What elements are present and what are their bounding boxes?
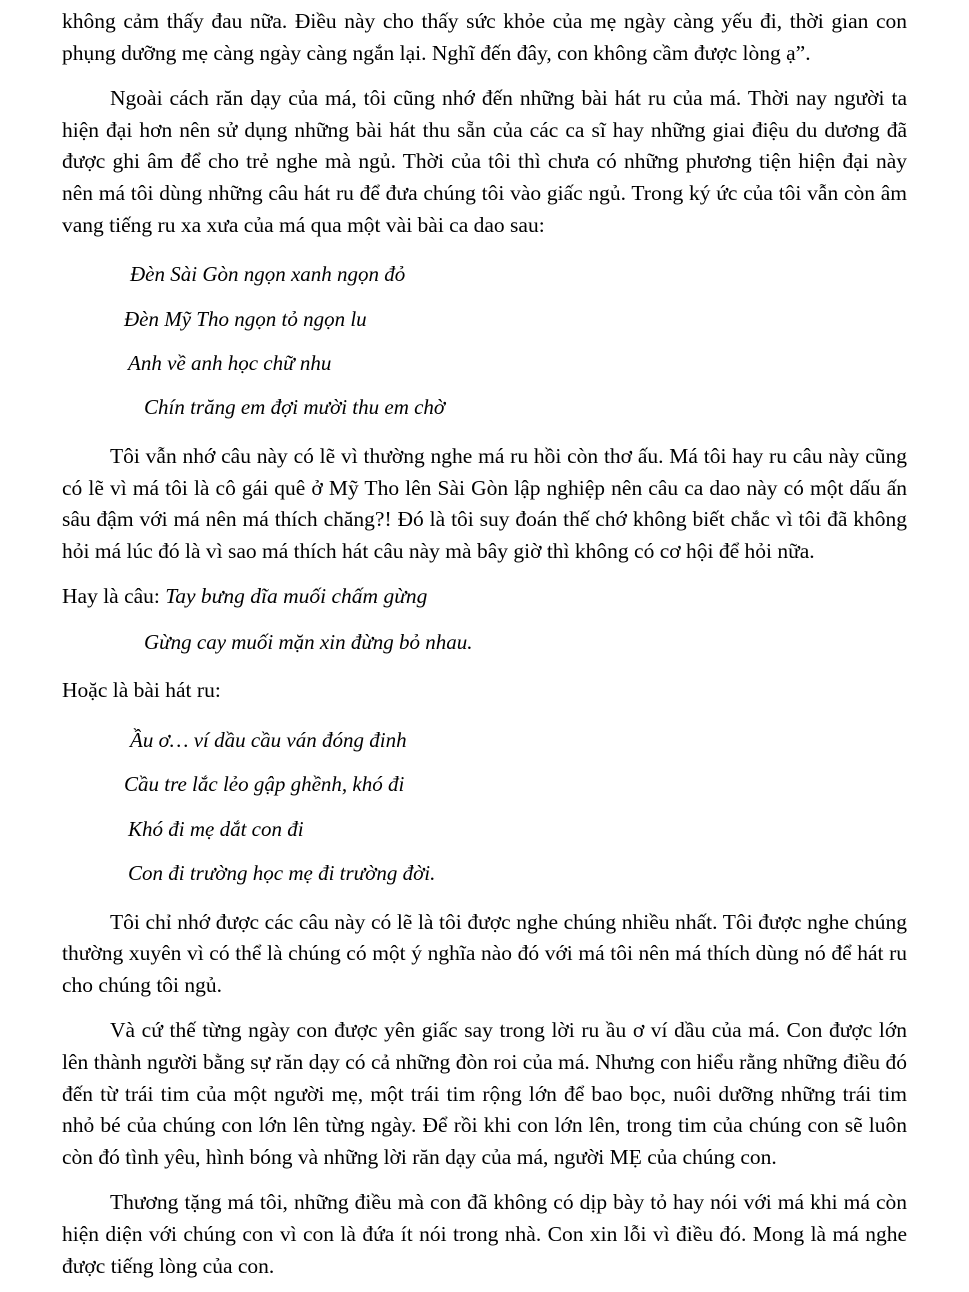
spacer [62,1001,907,1015]
paragraph-lullaby-intro: Ngoài cách răn dạy của má, tôi cũng nhớ đến những bài hát ru của má. Thời nay người ta hiện đại hơn nên sử dụng những bài hát thu sẵn của các ca sĩ hay những giai điệu du dương đã được ghi âm để cho trẻ nghe mà ngủ. Thời của tôi thì chưa có những phương tiện hiện đại này nên má tôi dùng những câu hát ru để đưa chúng tôi vào giấc ngủ. Trong ký ức của tôi vẫn còn âm vang tiếng ru xa xưa của má qua một vài bài ca dao sau: [62,86,907,237]
spacer [62,290,907,304]
paragraph-continued: không cảm thấy đau nữa. Điều này cho thấy sức khỏe của mẹ ngày càng yếu đi, thời gian con phụng dưỡng mẹ càng ngày càng ngắn lại. Nghĩ đến đây, con không cầm được lòng ạ”. [62,9,907,65]
spacer [62,241,907,259]
spacer [62,889,907,907]
spacer [62,69,907,83]
verse-line: Chín trăng em đợi mười thu em chờ [144,395,446,420]
verse-line: Ầu ơ… ví dầu cầu ván đóng đinh [130,727,407,752]
lead-in-line-1 [62,581,907,613]
lead-in-line-2: Hoặc là bài hát ru: [62,678,221,703]
spacer [62,707,907,725]
lead-in-text: Hay là câu: [62,584,160,609]
spacer [62,657,907,675]
verse-line: Cầu tre lắc lẻo gập ghềnh, khó đi [124,772,405,797]
verse-line: Con đi trường học mẹ đi trường đời. [128,861,436,886]
spacer [62,378,907,392]
spacer [62,800,907,814]
verse-inline: Tay bưng dĩa muối chấm gừng [165,584,428,609]
paragraph-remember: Tôi chỉ nhớ được các câu này có lẽ là tôi được nghe chúng nhiều nhất. Tôi được nghe chúng thường xuyên vì có thể là chúng có một ý nghĩa nào đó với má tôi nên má thích dùng nó để hát ru cho chúng tôi ngủ. [62,909,907,997]
spacer [62,423,907,441]
paragraph-memory: Tôi vẫn nhớ câu này có lẽ vì thường nghe má ru hồi còn thơ ấu. Má tôi hay ru câu này cũng có lẽ vì má tôi là cô gái quê ở Mỹ Tho lên Sài Gòn lập nghiệp nên câu ca dao này có một dấu ấn sâu đậm với má nên má thích chăng?! Đó là tôi suy đoán thế chớ không biết chắc vì tôi đã không hỏi má lúc đó là vì sao má thích hát câu này mà bây giờ thì không có cơ hội để hỏi nữa. [62,443,907,563]
spacer [62,613,907,627]
paragraph-growing-up: Và cứ thế từng ngày con được yên giấc say trong lời ru ầu ơ ví dầu của má. Con được lớn lên thành người bằng sự răn dạy có cả những đòn roi của má. Nhưng con hiểu rằng những điều đó đến từ trái tim của một người mẹ, một trái tim rộng lớn để bao bọc, nuôi dưỡng những trái tim nhỏ bé của chúng con lớn lên từng ngày. Để rồi khi con lớn lên, trong tim của chúng con sẽ luôn còn đó tình yêu, hình bóng và những lời răn dạy của má, người MẸ của chúng con. [62,1018,907,1169]
spacer [62,1173,907,1187]
verse-line: Gừng cay muối mặn xin đừng bỏ nhau. [144,629,473,654]
paragraph-dedication: Thương tặng má tôi, những điều mà con đã không có dịp bày tỏ hay nói với má khi má còn hiện diện với chúng con vì con là đứa ít nói trong nhà. Con xin lỗi vì điều đó. Mong là má nghe được tiếng lòng của con. [62,1190,907,1278]
verse-line: Khó đi mẹ dắt con đi [128,816,304,841]
spacer [62,567,907,581]
verse-line: Đèn Mỹ Tho ngọn tỏ ngọn lu [124,306,367,331]
verse-line: Anh về anh học chữ nhu [128,351,332,376]
verse-line: Đèn Sài Gòn ngọn xanh ngọn đỏ [130,262,406,287]
spacer [62,844,907,858]
spacer [62,755,907,769]
spacer [62,334,907,348]
